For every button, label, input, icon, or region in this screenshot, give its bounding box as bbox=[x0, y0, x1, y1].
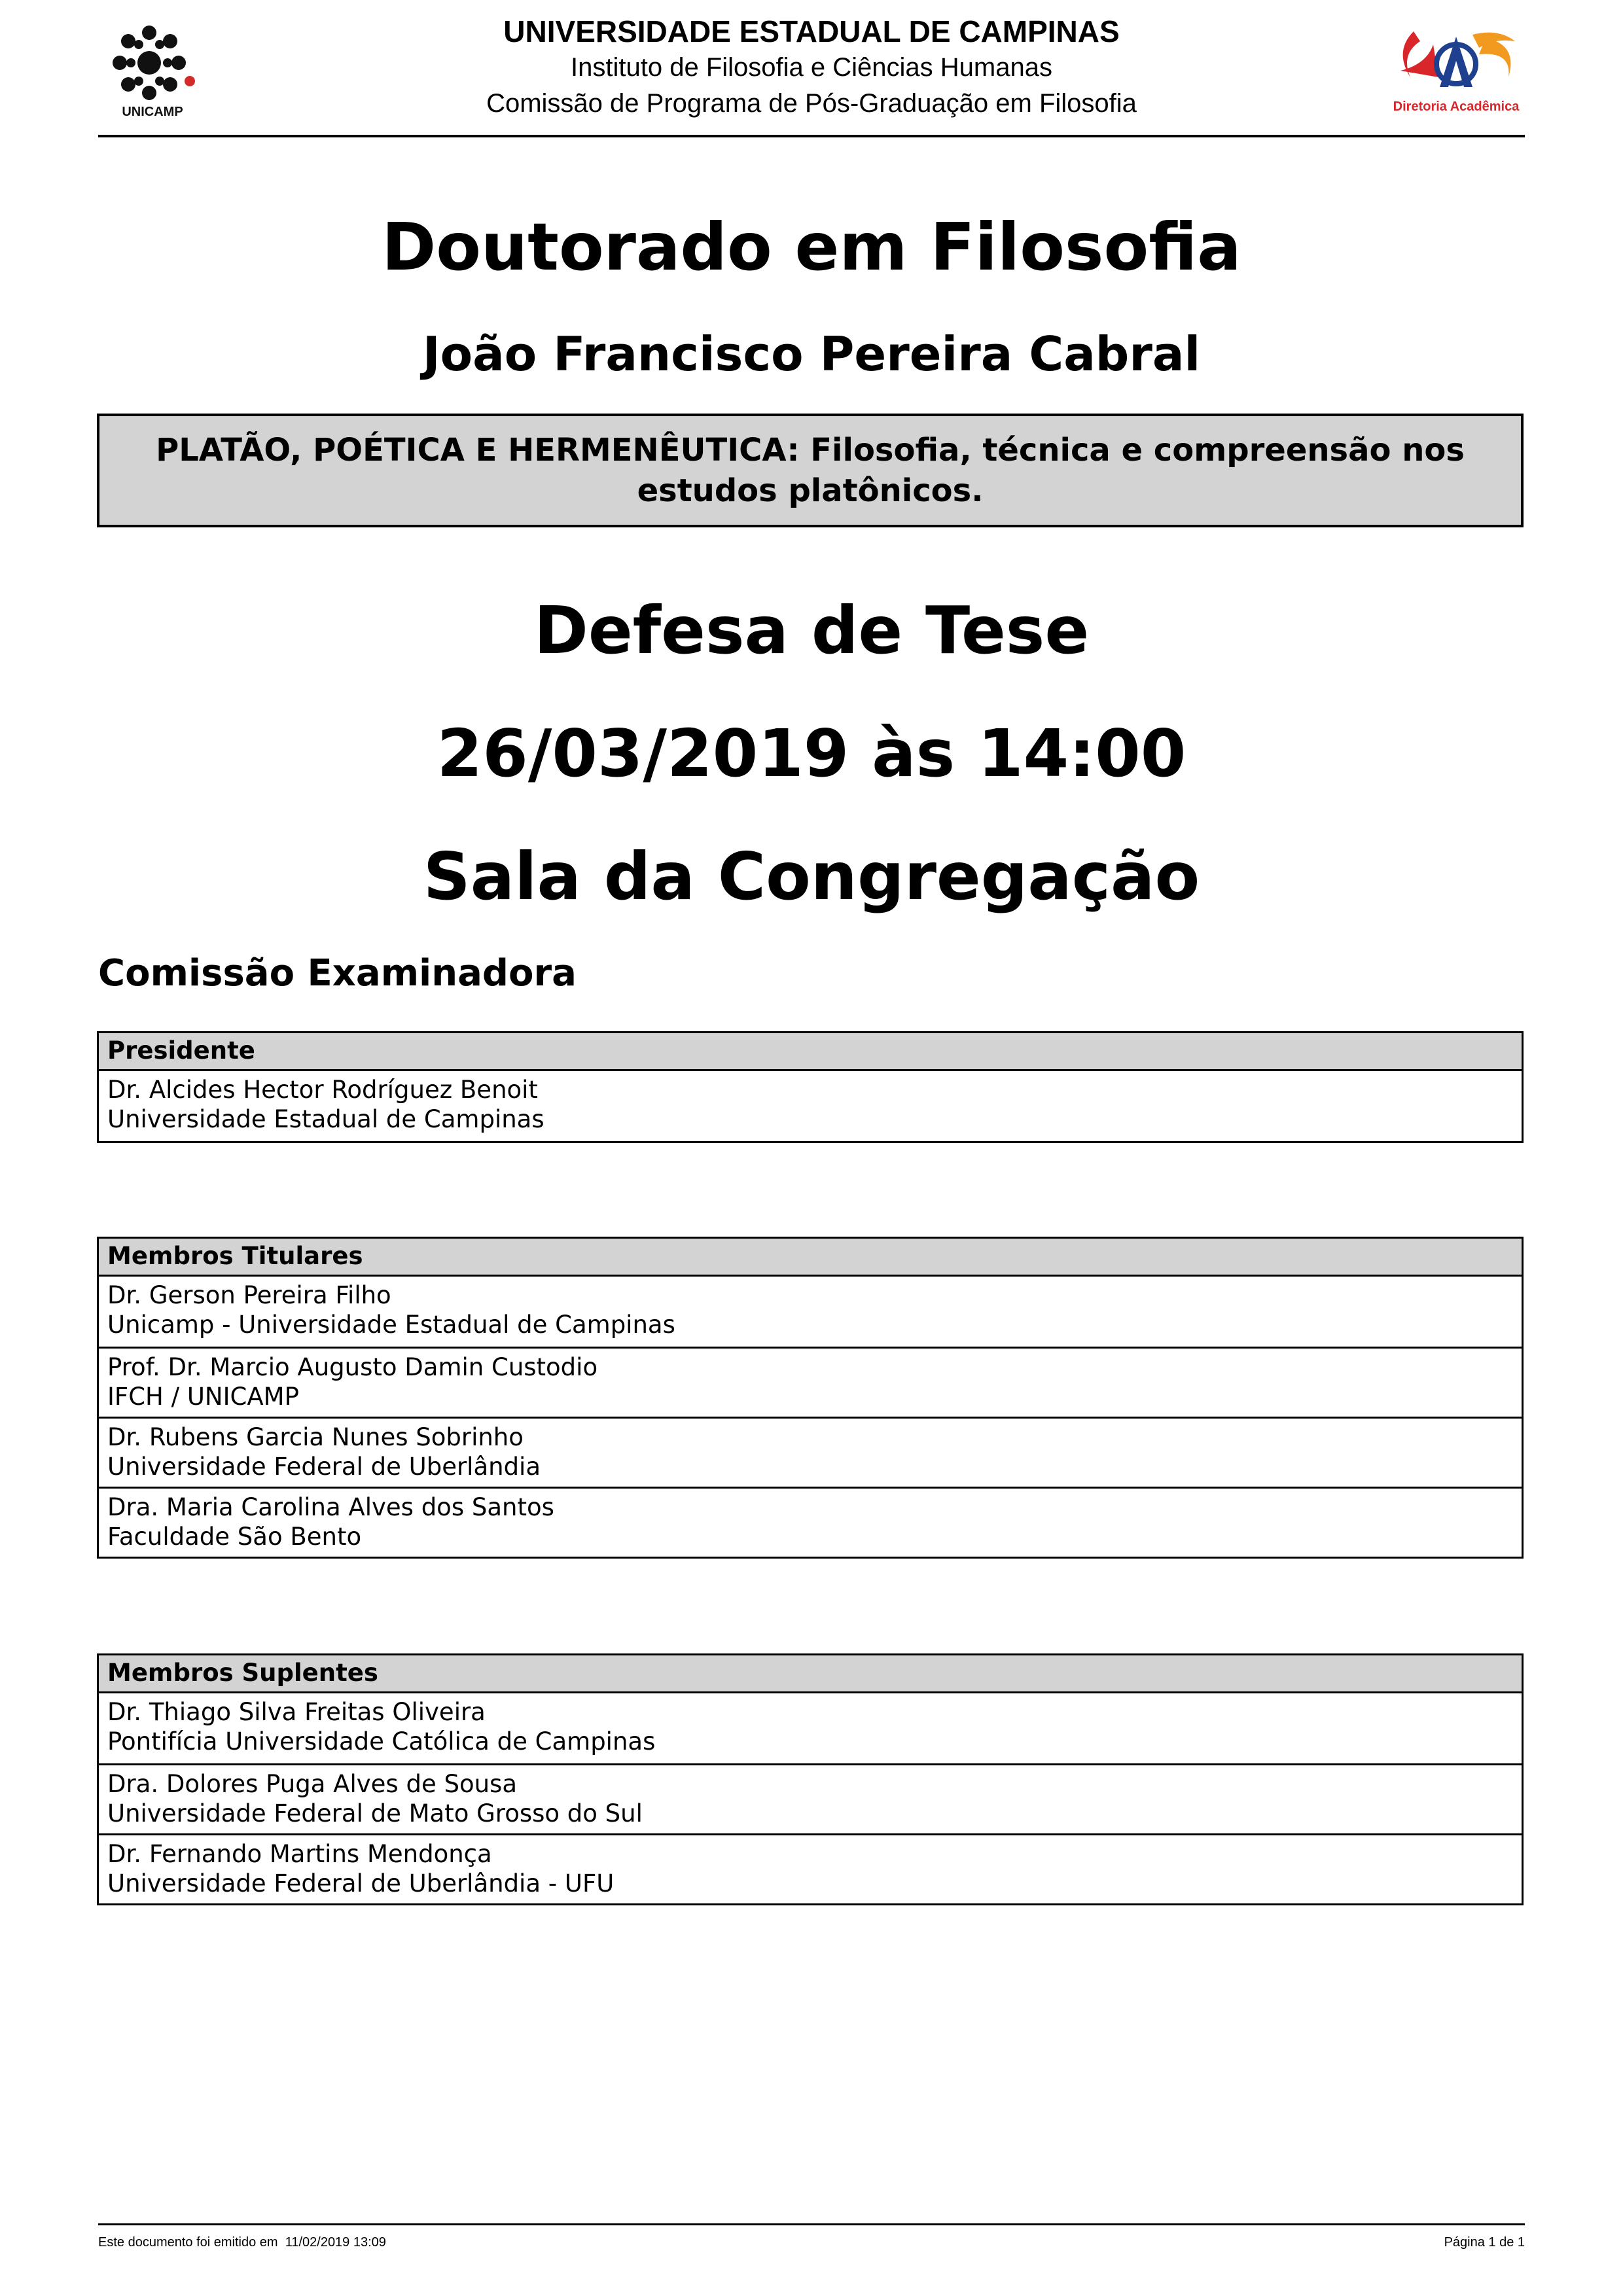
president-table bbox=[97, 1031, 1524, 1143]
footer-issued-text: Este documento foi emitido em 11/02/2019 13:09 bbox=[98, 2235, 386, 2250]
member-name: Prof. Dr. Marcio Augusto Damin Custodio bbox=[107, 1353, 598, 1381]
member-institution: IFCH / UNICAMP bbox=[107, 1383, 299, 1411]
table-row bbox=[99, 1833, 1522, 1903]
table-row bbox=[99, 1071, 1522, 1141]
event-room: Sala da Congregação bbox=[423, 838, 1200, 915]
document-header bbox=[98, 0, 1525, 137]
table-row bbox=[99, 1417, 1522, 1487]
member-name: Dr. Gerson Pereira Filho bbox=[107, 1281, 391, 1309]
table-row bbox=[99, 1763, 1522, 1833]
diretoria-academica-logo-text: Diretoria Acadêmica bbox=[1393, 99, 1520, 114]
footer-divider bbox=[98, 2223, 1525, 2225]
president-table-header: Presidente bbox=[99, 1033, 1522, 1071]
member-name: Dra. Dolores Puga Alves de Sousa bbox=[107, 1770, 518, 1798]
institute-name: Instituto de Filosofia e Ciências Humanas bbox=[571, 53, 1052, 82]
member-name: Dr. Alcides Hector Rodríguez Benoit bbox=[107, 1076, 538, 1104]
event-datetime: 26/03/2019 às 14:00 bbox=[437, 715, 1186, 792]
thesis-title-box bbox=[97, 414, 1524, 527]
member-institution: Pontifícia Universidade Católica de Campinas bbox=[107, 1727, 656, 1756]
member-institution: Universidade Federal de Uberlândia - UFU bbox=[107, 1869, 615, 1898]
member-name: Dra. Maria Carolina Alves dos Santos bbox=[107, 1493, 554, 1521]
program-title: Doutorado em Filosofia bbox=[382, 209, 1241, 285]
members-table-header: Membros Titulares bbox=[99, 1239, 1522, 1277]
member-name: Dr. Rubens Garcia Nunes Sobrinho bbox=[107, 1423, 524, 1451]
member-name: Dr. Fernando Martins Mendonça bbox=[107, 1840, 492, 1868]
member-name: Dr. Thiago Silva Freitas Oliveira bbox=[107, 1698, 486, 1726]
member-institution: Universidade Federal de Mato Grosso do Sul bbox=[107, 1799, 643, 1828]
members-table bbox=[97, 1237, 1524, 1559]
member-institution: Universidade Federal de Uberlândia bbox=[107, 1453, 541, 1481]
diretoria-academica-logo bbox=[1387, 25, 1525, 123]
event-type: Defesa de Tese bbox=[533, 592, 1090, 669]
table-row bbox=[99, 1277, 1522, 1347]
unicamp-logo-text: UNICAMP bbox=[122, 105, 183, 119]
commission-name: Comissão de Programa de Pós-Graduação em Filosofia bbox=[486, 89, 1137, 118]
university-name: UNIVERSIDADE ESTADUAL DE CAMPINAS bbox=[503, 14, 1120, 48]
substitutes-table bbox=[97, 1653, 1524, 1905]
table-row bbox=[99, 1347, 1522, 1417]
table-row bbox=[99, 1693, 1522, 1763]
candidate-name: João Francisco Pereira Cabral bbox=[422, 327, 1201, 381]
member-institution: Faculdade São Bento bbox=[107, 1523, 362, 1551]
member-institution: Universidade Estadual de Campinas bbox=[107, 1105, 544, 1133]
substitutes-table-header: Membros Suplentes bbox=[99, 1655, 1522, 1693]
table-row bbox=[99, 1487, 1522, 1557]
committee-title: Comissão Examinadora bbox=[98, 952, 577, 995]
thesis-title: PLATÃO, POÉTICA E HERMENÊUTICA: Filosofia, técnica e compreensão nos estudos platônicos. bbox=[156, 432, 1465, 509]
member-institution: Unicamp - Universidade Estadual de Campinas bbox=[107, 1311, 675, 1339]
footer-page-number: Página 1 de 1 bbox=[1444, 2235, 1525, 2250]
